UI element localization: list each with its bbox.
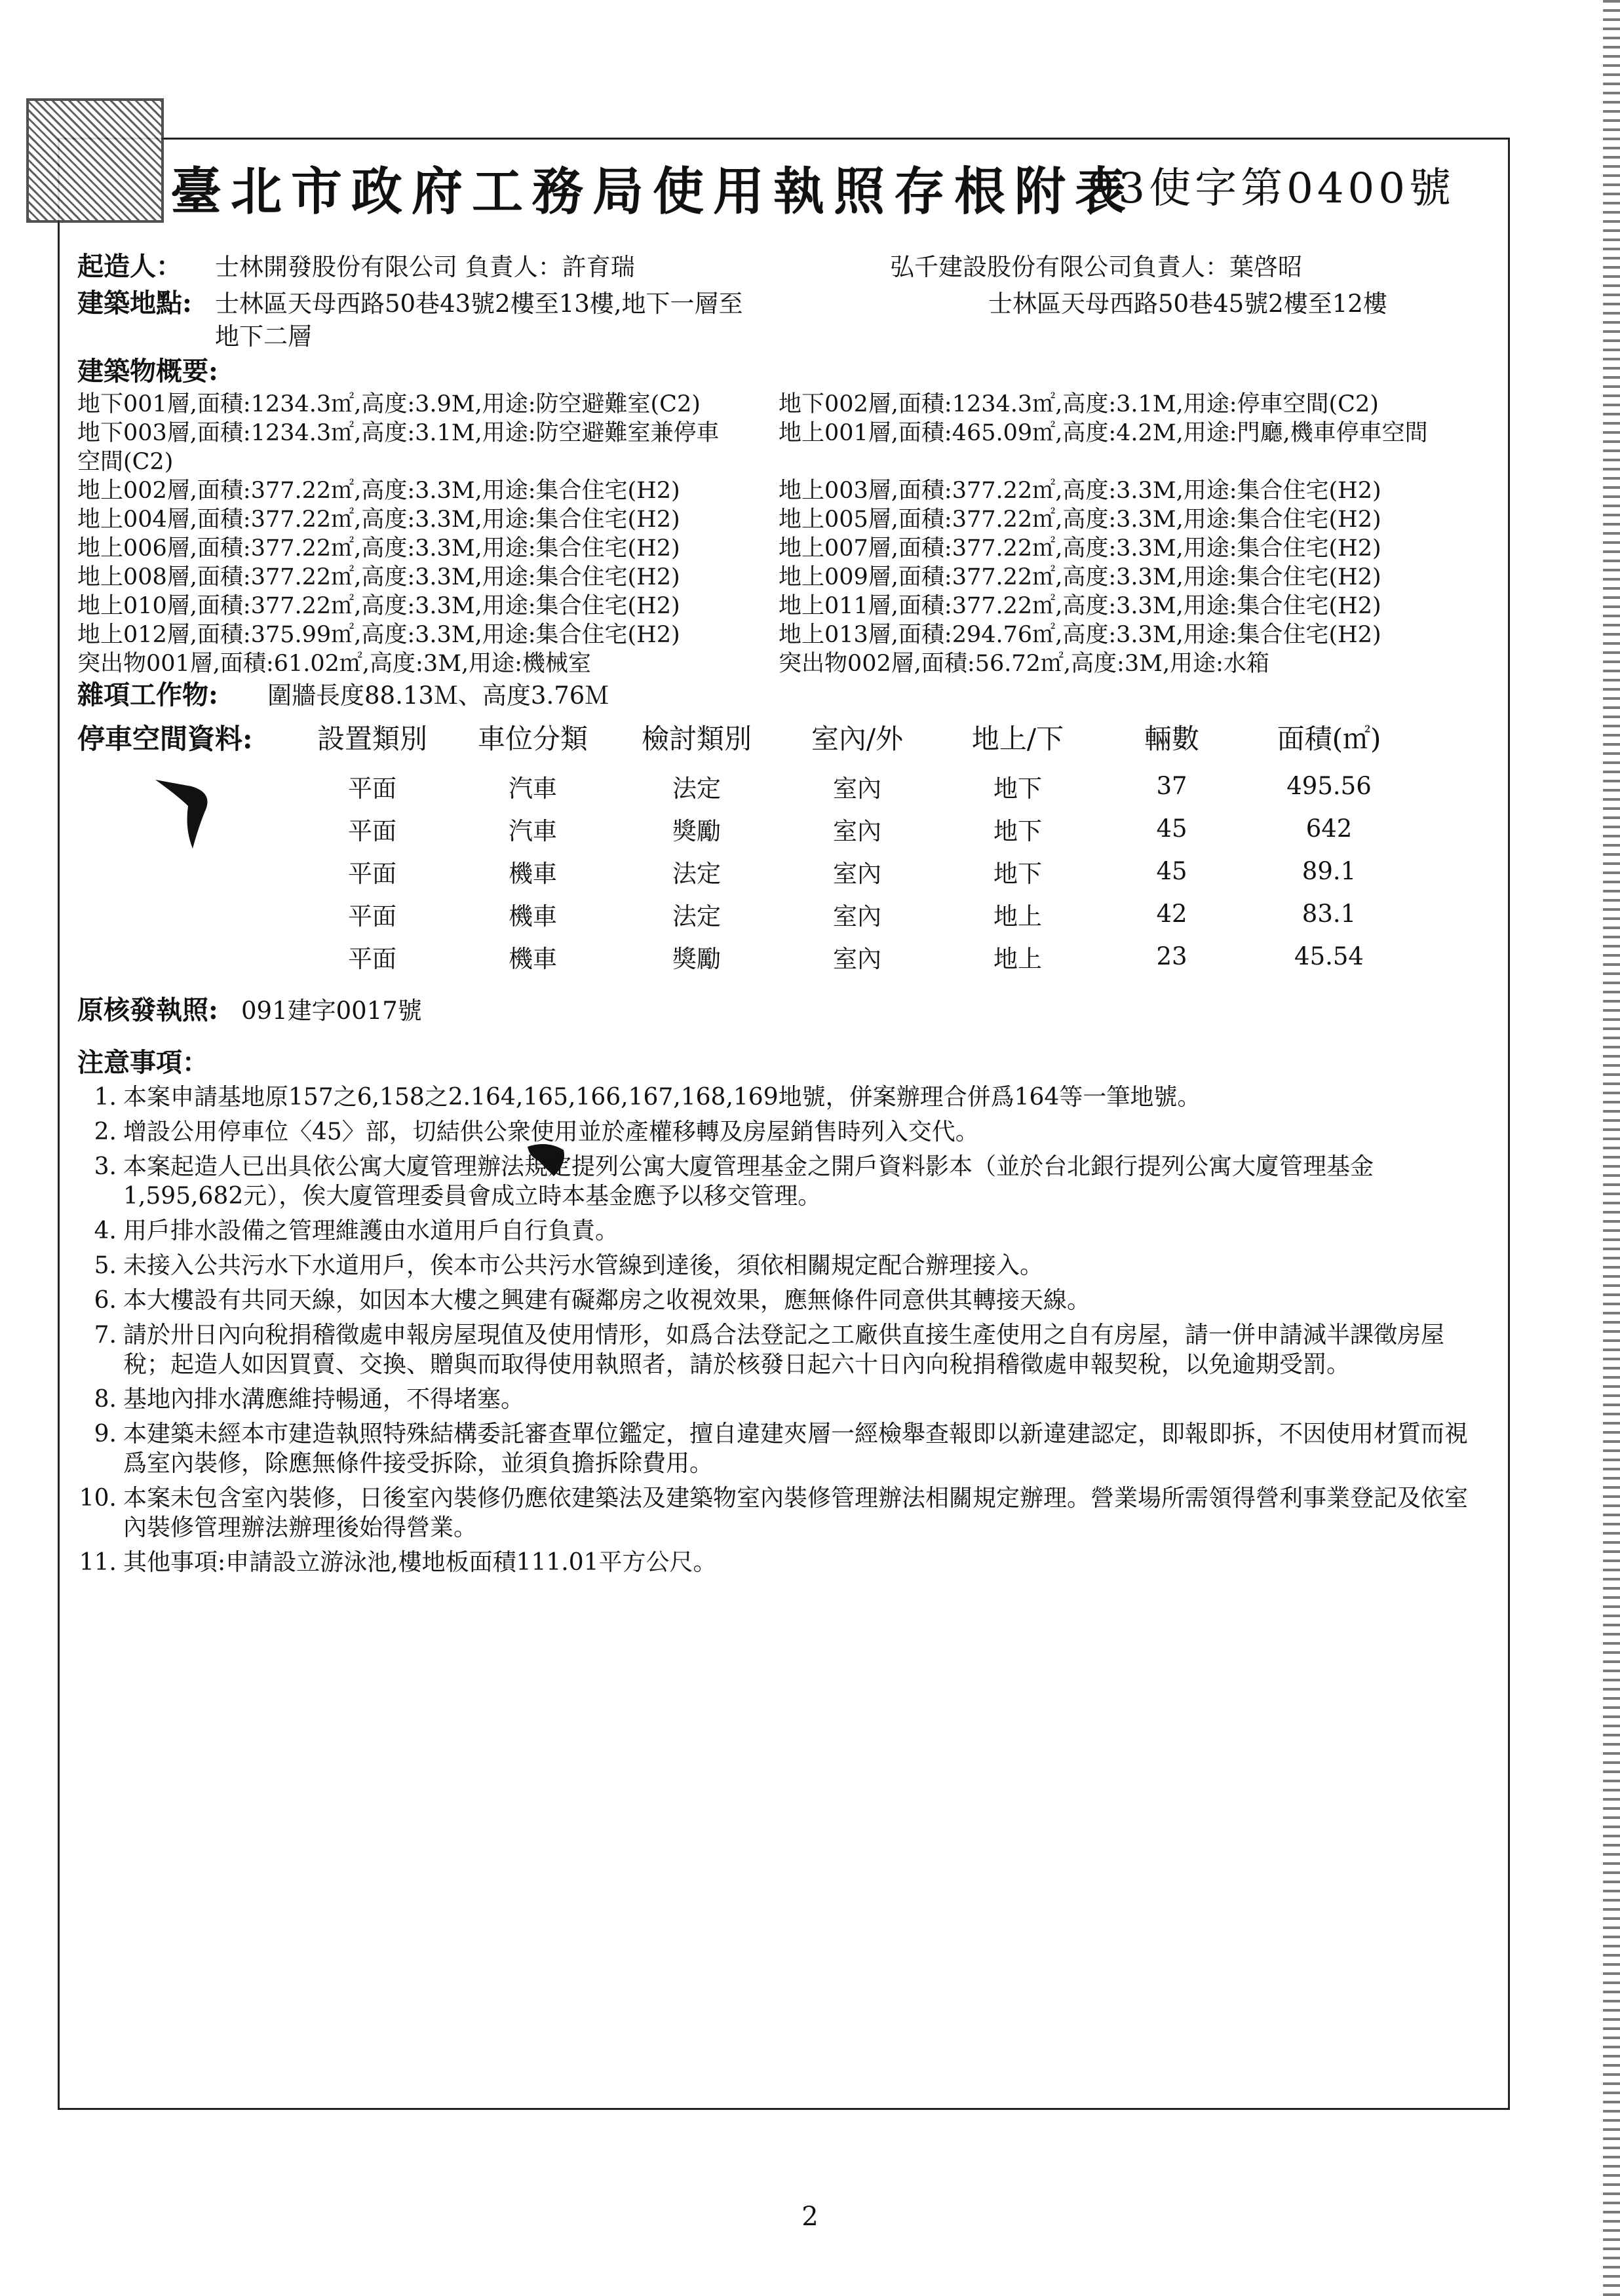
misc-label: 雜項工作物: — [77, 679, 218, 710]
permit-number: 93使字第0400號 — [1087, 164, 1455, 213]
official-seal-stamp — [26, 98, 164, 223]
parking-col-header: 檢討類別 — [641, 723, 752, 755]
document-body — [77, 246, 1493, 1582]
site-row-cont — [77, 316, 1493, 351]
builder-row — [77, 246, 1493, 282]
note-number: 7. — [94, 1322, 117, 1349]
note-text: 基地內排水溝應維持暢通，不得堵塞。 — [123, 1386, 525, 1413]
parking-col-header: 室內/外 — [811, 723, 904, 755]
builder-b: 弘千建設股份有限公司負責人：葉啓昭 — [890, 253, 1302, 281]
note-number: 6. — [94, 1287, 117, 1314]
parking-cell: 23 — [1156, 942, 1187, 970]
note-text: 本案申請基地原157之6,158之2.164,165,166,167,168,169地號，併案辦理合併爲164等一筆地號。 — [123, 1084, 1201, 1111]
parking-cell: 法定 — [672, 859, 721, 888]
parking-header-row — [77, 718, 1493, 765]
summary-cell: 地上010層,面積:377.22㎡,高度:3.3M,用途:集合住宅(H2) — [77, 593, 680, 619]
parking-cell: 獎勵 — [672, 816, 721, 845]
site-a-cont: 地下二層 — [215, 322, 312, 351]
summary-label: 建築物概要: — [77, 356, 218, 387]
summary-cell: 地上002層,面積:377.22㎡,高度:3.3M,用途:集合住宅(H2) — [77, 478, 680, 504]
parking-col-header: 設置類別 — [317, 723, 427, 755]
parking-cell: 45.54 — [1294, 942, 1364, 970]
note-text: 本大樓設有共同天線，如因本大樓之興建有礙鄰房之收視效果，應無條件同意供其轉接天線。 — [123, 1287, 1091, 1314]
note-text: 本建築未經本市建造執照特殊結構委託審查單位鑑定，擅自違建夾層一經檢舉查報即以新違建認定，即報即拆，不因使用材質而視爲室內裝修，除應無條件接受拆除，並須負擔拆除費用。 — [123, 1421, 1469, 1477]
note-text: 請於卅日內向稅捐稽徵處申報房屋現值及使用情形，如爲合法登記之工廠供直接生產使用之自有房屋，請一併申請減半課徵房屋稅；起造人如因買賣、交換、贈與而取得使用執照者，請於核發日起六十日內向稅捐稽徵處申報契稅，以免逾期受罰。 — [123, 1322, 1445, 1378]
original-permit-label: 原核發執照: — [77, 995, 218, 1025]
parking-cell: 室內 — [833, 859, 881, 888]
summary-cell: 地下002層,面積:1234.3㎡,高度:3.1M,用途:停車空間(C2) — [779, 391, 1379, 417]
summary-cell: 地下003層,面積:1234.3㎡,高度:3.1M,用途:防空避難室兼停車 — [77, 420, 720, 446]
note-number: 3. — [94, 1153, 117, 1180]
parking-cell: 地上 — [993, 944, 1042, 973]
parking-table — [77, 765, 1493, 978]
note-text: 本案起造人已出具依公寓大廈管理辦法規定提列公寓大廈管理基金之開戶資料影本（並於台北銀行提列公寓大廈管理基金1,595,682元），俟大廈管理委員會成立時本基金應予以移交管理。 — [123, 1153, 1374, 1210]
list-item — [77, 1483, 1493, 1542]
summary-line — [77, 645, 1493, 677]
parking-cell: 室內 — [833, 902, 881, 930]
list-item — [77, 1082, 1493, 1112]
list-item — [77, 1320, 1493, 1379]
summary-cell: 地上006層,面積:377.22㎡,高度:3.3M,用途:集合住宅(H2) — [77, 535, 680, 562]
summary-line — [77, 501, 1493, 533]
list-item — [77, 1419, 1493, 1478]
summary-line — [77, 588, 1493, 617]
parking-cell: 室內 — [833, 774, 881, 803]
scan-edge-artifact — [1603, 0, 1620, 2296]
notes-list — [77, 1082, 1493, 1577]
parking-cell: 地下 — [993, 774, 1042, 803]
parking-cell: 地下 — [993, 859, 1042, 888]
note-number: 4. — [94, 1217, 117, 1244]
summary-cell: 地下001層,面積:1234.3㎡,高度:3.9M,用途:防空避難室(C2) — [77, 391, 701, 417]
note-number: 8. — [94, 1386, 117, 1413]
parking-cell: 83.1 — [1302, 900, 1357, 928]
parking-cell: 地下 — [993, 816, 1042, 845]
parking-cell: 平面 — [348, 816, 396, 845]
parking-col-header: 地上/下 — [971, 723, 1064, 755]
summary-line — [77, 530, 1493, 562]
summary-cell: 地上009層,面積:377.22㎡,高度:3.3M,用途:集合住宅(H2) — [779, 564, 1381, 590]
parking-col-header: 輛數 — [1144, 723, 1199, 755]
parking-cell: 42 — [1156, 900, 1187, 928]
parking-cell: 法定 — [672, 902, 721, 930]
summary-cell: 地上004層,面積:377.22㎡,高度:3.3M,用途:集合住宅(H2) — [77, 507, 680, 533]
summary-cell: 空間(C2) — [77, 449, 174, 475]
parking-cell: 汽車 — [509, 774, 557, 803]
parking-row — [77, 807, 1493, 850]
site-row — [77, 282, 1493, 316]
parking-cell: 地上 — [993, 902, 1042, 930]
summary-lines — [77, 386, 1493, 677]
summary-cell: 突出物001層,面積:61.02㎡,高度:3M,用途:機械室 — [77, 651, 591, 677]
parking-row — [77, 892, 1493, 935]
document-header — [170, 151, 1481, 223]
note-number: 1. — [94, 1084, 117, 1111]
page-number: 2 — [801, 2202, 819, 2232]
parking-cell: 37 — [1156, 772, 1187, 800]
list-item — [77, 1117, 1493, 1147]
list-item — [77, 1251, 1493, 1280]
note-text: 本案未包含室內裝修，日後室內裝修仍應依建築法及建築物室內裝修管理辦法相關規定辦理。營業場所需領得營利事業登記及依室內裝修管理辦法辦理後始得營業。 — [123, 1485, 1469, 1541]
parking-col-header: 車位分類 — [477, 723, 588, 755]
summary-cell: 地上008層,面積:377.22㎡,高度:3.3M,用途:集合住宅(H2) — [77, 564, 680, 590]
summary-cell: 地上011層,面積:377.22㎡,高度:3.3M,用途:集合住宅(H2) — [779, 593, 1381, 619]
parking-cell: 機車 — [509, 859, 557, 888]
notes-label: 注意事項： — [77, 1047, 208, 1078]
summary-line — [77, 444, 1493, 475]
note-number: 9. — [94, 1421, 117, 1447]
parking-cell: 機車 — [509, 902, 557, 930]
site-b: 士林區天母西路50巷45號2樓至12樓 — [988, 290, 1387, 318]
builder-a: 士林開發股份有限公司 負責人：許育瑞 — [215, 253, 635, 281]
summary-cell: 地上005層,面積:377.22㎡,高度:3.3M,用途:集合住宅(H2) — [779, 507, 1381, 533]
note-number: 5. — [94, 1252, 117, 1279]
list-item — [77, 1548, 1493, 1577]
parking-cell: 45 — [1156, 814, 1187, 843]
parking-cell: 495.56 — [1286, 772, 1372, 800]
parking-cell: 平面 — [348, 902, 396, 930]
parking-cell: 平面 — [348, 944, 396, 973]
summary-cell: 突出物002層,面積:56.72㎡,高度:3M,用途:水箱 — [779, 651, 1269, 677]
list-item — [77, 1385, 1493, 1414]
parking-cell: 642 — [1305, 814, 1353, 843]
notes-title-row — [77, 1042, 1493, 1082]
summary-line — [77, 386, 1493, 415]
note-number: 10. — [79, 1485, 117, 1512]
summary-cell: 地上013層,面積:294.76㎡,高度:3.3M,用途:集合住宅(H2) — [779, 622, 1381, 648]
parking-cell: 獎勵 — [672, 944, 721, 973]
summary-cell: 地上001層,面積:465.09㎡,高度:4.2M,用途:門廳,機車停車空間 — [779, 420, 1428, 446]
parking-cell: 室內 — [833, 816, 881, 845]
document-title: 臺北市政府工務局使用執照存根附表 — [170, 162, 1136, 221]
parking-cell: 89.1 — [1302, 857, 1357, 885]
parking-row — [77, 765, 1493, 807]
list-item — [77, 1216, 1493, 1246]
summary-line — [77, 415, 1493, 444]
note-number: 2. — [94, 1119, 117, 1145]
parking-cell: 平面 — [348, 774, 396, 803]
site-a: 士林區天母西路50巷43號2樓至13樓,地下一層至 — [215, 290, 743, 318]
parking-cell: 室內 — [833, 944, 881, 973]
parking-cell: 法定 — [672, 774, 721, 803]
parking-cell: 45 — [1156, 857, 1187, 885]
original-permit-row — [77, 989, 1493, 1033]
parking-row — [77, 935, 1493, 978]
summary-line — [77, 617, 1493, 648]
original-permit-text: 091建字0017號 — [241, 997, 422, 1025]
parking-cell: 機車 — [509, 944, 557, 973]
misc-row — [77, 674, 1493, 711]
parking-cell: 汽車 — [509, 816, 557, 845]
list-item — [77, 1286, 1493, 1315]
site-label: 建築地點: — [77, 288, 192, 318]
builder-label: 起造人： — [77, 251, 182, 282]
note-number: 11. — [79, 1549, 117, 1576]
parking-row — [77, 850, 1493, 892]
summary-cell: 地上003層,面積:377.22㎡,高度:3.3M,用途:集合住宅(H2) — [779, 478, 1381, 504]
note-text: 增設公用停車位〈45〉部，切結供公衆使用並於產權移轉及房屋銷售時列入交代。 — [123, 1119, 979, 1145]
note-text: 其他事項:申請設立游泳池,樓地板面積111.01平方公尺。 — [123, 1549, 717, 1576]
note-text: 用戶排水設備之管理維護由水道用戶自行負責。 — [123, 1217, 619, 1244]
misc-text: 圍牆長度88.13Ｍ、高度3.76Ｍ — [267, 681, 609, 710]
summary-line — [77, 559, 1493, 588]
summary-label-row — [77, 351, 1493, 386]
parking-col-header: 面積(㎡) — [1277, 723, 1381, 755]
note-text: 未接入公共污水下水道用戶，俟本市公共污水管線到達後，須依相關規定配合辦理接入。 — [123, 1252, 1044, 1279]
list-item — [77, 1152, 1493, 1211]
summary-cell: 地上007層,面積:377.22㎡,高度:3.3M,用途:集合住宅(H2) — [779, 535, 1381, 562]
summary-line — [77, 472, 1493, 504]
parking-label: 停車空間資料: — [77, 723, 253, 755]
summary-cell: 地上012層,面積:375.99㎡,高度:3.3M,用途:集合住宅(H2) — [77, 622, 680, 648]
summary-cell — [779, 444, 1480, 472]
parking-cell: 平面 — [348, 859, 396, 888]
